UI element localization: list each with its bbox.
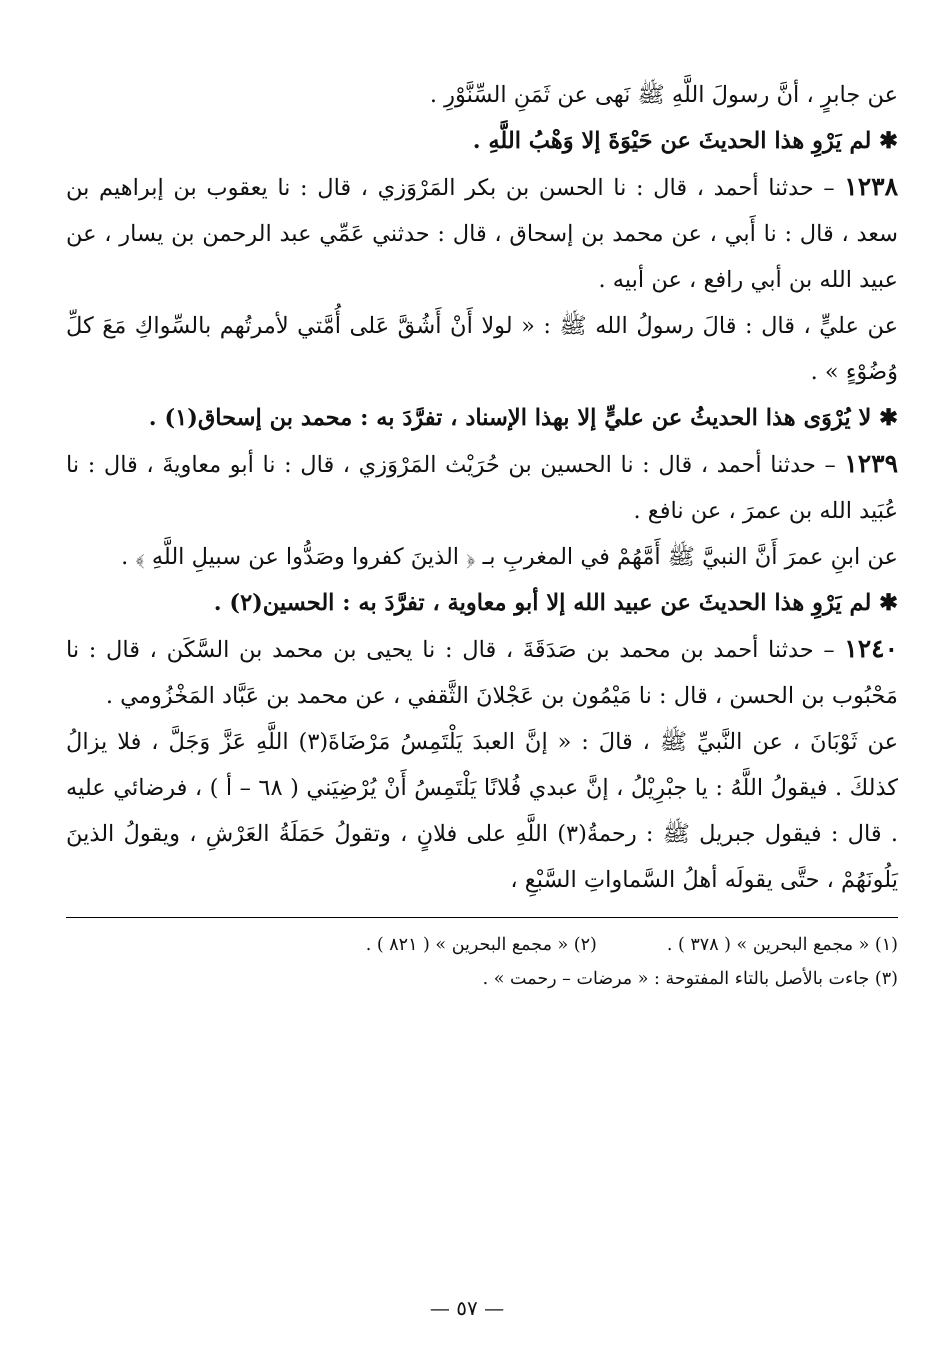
hadith-text: – حدثنا أحمد بن محمد بن صَدَقَةَ ، قال : نا يحيى بن محمد بن السَّكَن ، قال : نا مَحْبُوب بن الحسن ، قال : نا مَيْمُون بن عَجْلانَ الثَّقفي ، عن محمد بن عَبَّاد المَخْزُومي . [66,637,898,709]
footnote-1: (١) « مجمع البحرين » ( ٣٧٨ ) . [666,935,898,955]
footnote-2: (٢) « مجمع البحرين » ( ٨٢١ ) . [365,935,597,955]
page-number: — ٥٧ — [429,1296,505,1320]
hadith-number: ١٢٣٨ [844,172,898,201]
hadith-1238 [66,164,898,303]
text-line: عن جابرٍ ، أنَّ رسولَ اللَّهِ ﷺ نَهى عن ثَمَنِ السِّنَّوْرِ . [429,82,898,108]
text-line: عن ابنِ عمرَ أَنَّ النبيَّ ﷺ أَمَّهُمْ في المغربِ بـ ﴿ الذينَ كفروا وصَدُّوا عن سبيلِ اللَّهِ ﴾ . [121,544,898,570]
note-line: ✱ لا يُرْوَى هذا الحديثُ عن عليٍّ إلا بهذا الإسناد ، تفرَّدَ به : محمد بن إسحاق(١) . [148,405,898,431]
footnote-row [66,928,898,962]
hadith-1240 [66,626,898,719]
text-line: عن عليٍّ ، قال : قالَ رسولُ الله ﷺ : « لولا أَنْ أَشُقَّ عَلى أُمَّتي لأمرتُهم بالسِّواكِ مَعَ كلِّ وُضُوْءٍ » . [66,313,898,385]
footnote-3: (٣) جاءت بالأصل بالتاء المفتوحة : « مرضات – رحمت » . [482,969,898,989]
footnote-separator [66,917,898,918]
note-line: ✱ لم يَرْوِ هذا الحديثَ عن حَيْوَةَ إلا وَهْبُ اللَّهِ . [472,128,898,154]
hadith-text: – حدثنا أحمد ، قال : نا الحسن بن بكر المَرْوَزي ، قال : نا يعقوب بن إبراهيم بن سعد ، قال : نا أَبي ، عن محمد بن إسحاق ، قال : حدثني عَمِّي عبد الرحمن بن يسار ، عن عبيد الله بن أبي رافع ، عن أبيه . [66,175,898,293]
page-body [66,72,898,996]
hadith-number: ١٢٤٠ [844,634,898,663]
hadith-number: ١٢٣٩ [844,449,898,478]
text-line: عن ثَوْبَانَ ، عن النَّبيِّ ﷺ ، قالَ : « إنَّ العبدَ يَلْتَمِسُ مَرْضَاةَ(٣) اللَّهِ عَزَّ وَجَلَّ ، فلا يزالُ كذلكَ . فيقولُ اللَّهُ : يا جبْرِيْلُ ، إنَّ عبدي فُلانًا يَلْتَمِسُ أَنْ يُرْضِيَني ( ٦٨ – أ ) ، فرضائي عليه . قال : فيقول جبريل ﷺ : رحمةُ(٣) اللَّهِ على فلانٍ ، وتقولُ حَمَلَةُ العَرْشِ ، ويقولُ الذينَ يَلُونَهُمْ ، حتَّى يقولَه أهلُ السَّماواتِ السَّبْعِ ، [66,729,899,893]
hadith-text: – حدثنا أحمد ، قال : نا الحسين بن حُرَيْث المَرْوَزي ، قال : نا أبو معاويةَ ، قال : نا عُبَيد الله بن عمرَ ، عن نافع . [66,452,898,524]
note-line: ✱ لم يَرْوِ هذا الحديثَ عن عبيد الله إلا أبو معاوية ، تفرَّدَ به : الحسين(٢) . [213,590,898,616]
hadith-1239 [66,441,898,534]
